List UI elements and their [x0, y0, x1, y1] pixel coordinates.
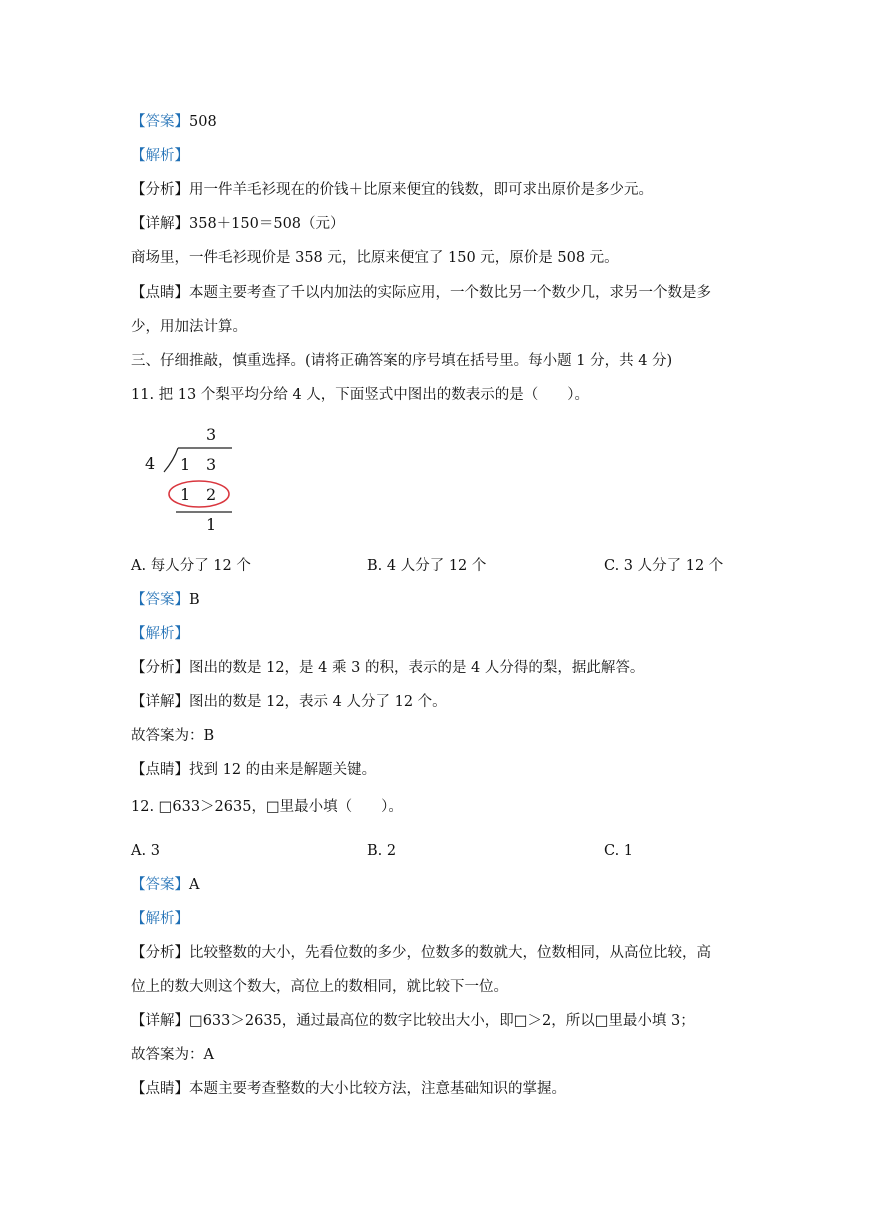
- q11-analysis-tag: 【解析】: [131, 626, 189, 642]
- q11-option-a: A. 每人分了 12 个: [131, 558, 251, 574]
- highlight-circle: [169, 481, 229, 507]
- division-bracket: [164, 448, 178, 472]
- q10-explain-line: 商场里，一件毛衫现价是 358 元，比原来便宜了 150 元，原价是 508 元。: [131, 250, 619, 266]
- xiangjie-tag: 【详解】: [131, 1013, 189, 1029]
- q11-conclusion: 故答案为：B: [131, 728, 215, 744]
- answer-value: B: [189, 592, 200, 608]
- fenxi-text: 比较整数的大小，先看位数的多少，位数多的数就大，位数相同，从高位比较，高: [189, 945, 711, 961]
- xiangjie-text: □633＞2635，通过最高位的数字比较出大小，即□＞2，所以□里最小填 3；: [189, 1013, 695, 1029]
- q11-xiangjie-line: [131, 692, 447, 712]
- q12-option-b: B. 2: [367, 843, 397, 859]
- fenxi-tag: 【分析】: [131, 945, 189, 961]
- q10-answer-line: [131, 112, 217, 132]
- xiangjie-tag: 【详解】: [131, 216, 189, 232]
- q11-option-b: B. 4 人分了 12 个: [367, 558, 487, 574]
- q10-dianjing-line-2: 少，用加法计算。: [131, 319, 247, 335]
- q11-fenxi-line: [131, 658, 644, 678]
- fenxi-tag: 【分析】: [131, 660, 189, 676]
- xiangjie-text: 358＋150＝508（元）: [189, 216, 345, 232]
- answer-tag: 【答案】: [131, 592, 189, 608]
- q11-option-c: C. 3 人分了 12 个: [604, 558, 724, 574]
- q12-answer-line: [131, 875, 199, 895]
- q12-fenxi-line-2: 位上的数大则这个数大，高位上的数相同，就比较下一位。: [131, 979, 508, 995]
- dianjing-tag: 【点睛】: [131, 285, 189, 301]
- q12-question: 12. □633＞2635，□里最小填（ ）。: [131, 799, 403, 815]
- division-divisor: 4: [145, 454, 156, 473]
- answer-tag: 【答案】: [131, 114, 189, 130]
- division-quotient: 3: [206, 425, 217, 444]
- q10-fenxi-line: [131, 180, 653, 200]
- xiangjie-text: 图出的数是 12，表示 4 人分了 12 个。: [189, 694, 447, 710]
- long-division-figure: [140, 420, 250, 540]
- q11-answer-line: [131, 590, 200, 610]
- division-dividend-digit-2: 3: [206, 455, 217, 474]
- fenxi-tag: 【分析】: [131, 182, 189, 198]
- dianjing-text: 本题主要考查整数的大小比较方法，注意基础知识的掌握。: [189, 1081, 566, 1097]
- division-product-digit-1: 1: [180, 485, 191, 504]
- q12-option-c: C. 1: [604, 843, 634, 859]
- dianjing-tag: 【点睛】: [131, 1081, 189, 1097]
- q12-conclusion: 故答案为：A: [131, 1047, 214, 1063]
- q11-question: 11. 把 13 个梨平均分给 4 人，下面竖式中图出的数表示的是（ ）。: [131, 387, 590, 403]
- answer-value: 508: [189, 114, 217, 130]
- division-remainder: 1: [206, 515, 217, 534]
- q12-analysis-tag: 【解析】: [131, 911, 189, 927]
- fenxi-text: 图出的数是 12，是 4 乘 3 的积，表示的是 4 人分得的梨，据此解答。: [189, 660, 645, 676]
- q12-xiangjie-line: [131, 1011, 695, 1031]
- q10-xiangjie-line: [131, 214, 345, 234]
- section-heading: 三、仔细推敲，慎重选择。(请将正确答案的序号填在括号里。每小题 1 分，共 4 分): [131, 353, 673, 369]
- q11-dianjing-line: [131, 760, 376, 780]
- answer-value: A: [189, 877, 200, 893]
- q12-dianjing-line: [131, 1079, 566, 1099]
- q12-fenxi-line: [131, 943, 711, 963]
- dianjing-text: 本题主要考查了千以内加法的实际应用，一个数比另一个数少几，求另一个数是多: [189, 285, 711, 301]
- dianjing-tag: 【点睛】: [131, 762, 189, 778]
- fenxi-text: 用一件羊毛衫现在的价钱＋比原来便宜的钱数，即可求出原价是多少元。: [189, 182, 653, 198]
- q10-analysis-tag: 【解析】: [131, 148, 189, 164]
- division-dividend-digit-1: 1: [180, 455, 191, 474]
- dianjing-text: 找到 12 的由来是解题关键。: [189, 762, 377, 778]
- division-product-digit-2: 2: [206, 485, 217, 504]
- answer-tag: 【答案】: [131, 877, 189, 893]
- xiangjie-tag: 【详解】: [131, 694, 189, 710]
- q12-option-a: A. 3: [131, 843, 160, 859]
- q10-dianjing-line: [131, 283, 711, 303]
